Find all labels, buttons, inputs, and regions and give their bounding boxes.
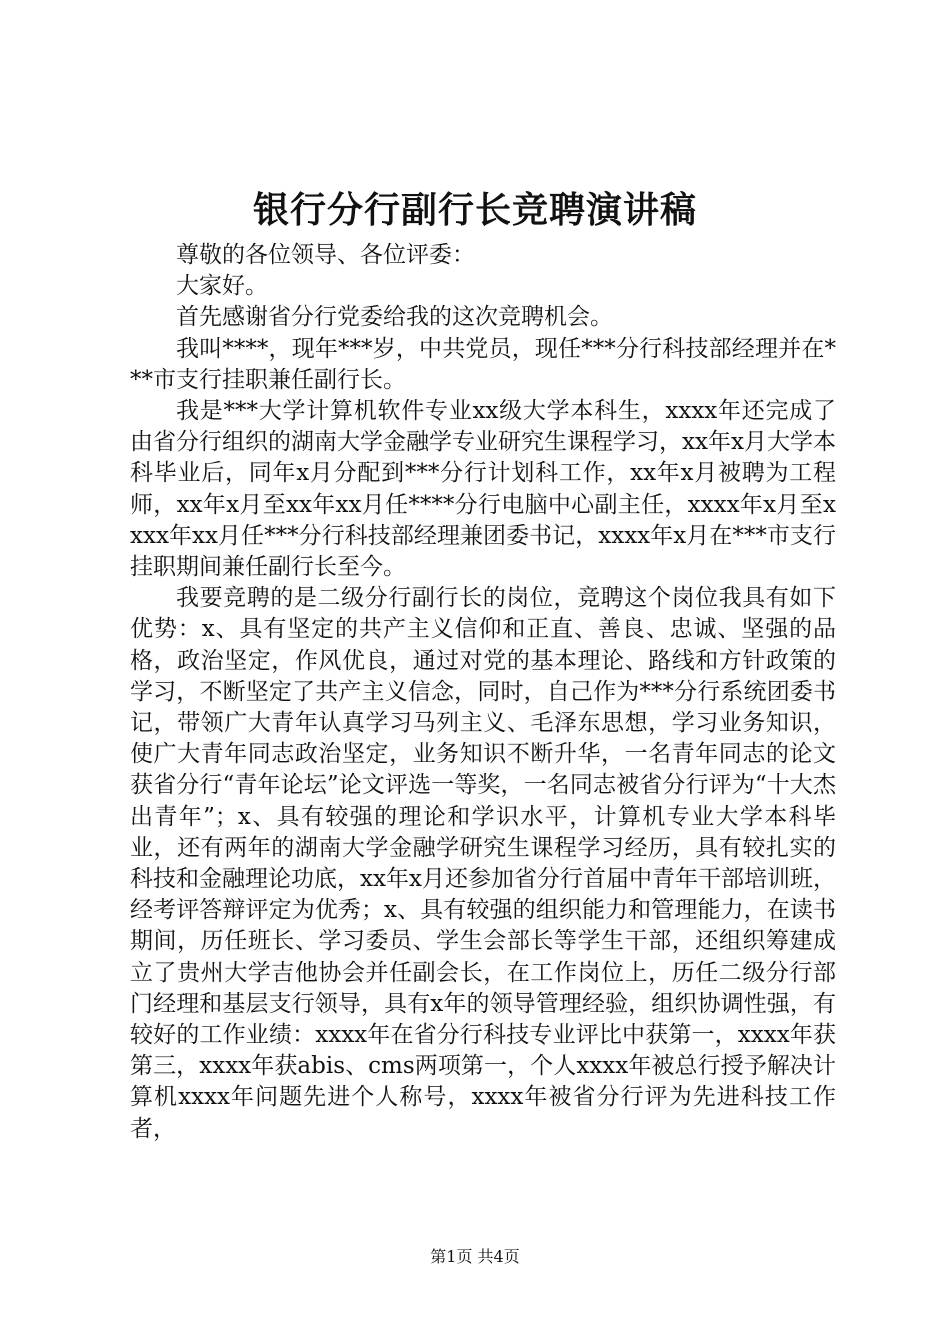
thanks-paragraph: 首先感谢省分行党委给我的这次竞聘机会。	[176, 304, 613, 331]
document-body	[130, 240, 836, 1145]
greeting-paragraph: 大家好。	[176, 273, 268, 300]
introduction-paragraph: 我叫****，现年***岁，中共党员，现任***分行科技部经理并在***市支行挂职兼任副行长。	[130, 335, 836, 393]
background-paragraph: 我是***大学计算机软件专业xx级大学本科生，xxxx年还完成了由省分行组织的湖南大学金融学专业研究生课程学习，xx年x月大学本科毕业后，同年x月分配到***分行计划科工作，xx年x月被聘为工程师，xx年x月至xx年xx月任****分行电脑中心副主任，xxxx年x月至xxxx年xx月任***分行科技部经理兼团委书记，xxxx年x月在***市支行挂职期间兼任副行长至今。	[130, 398, 836, 581]
page-footer: 第1页 共4页	[430, 1247, 520, 1266]
advantages-paragraph: 我要竞聘的是二级分行副行长的岗位，竞聘这个岗位我具有如下优势：x、具有坚定的共产主义信仰和正直、善良、忠诚、坚强的品格，政治坚定，作风优良，通过对党的基本理论、路线和方针政策的学习，不断坚定了共产主义信念，同时，自己作为***分行系统团委书记，带领广大青年认真学习马列主义、毛泽东思想，学习业务知识，使广大青年同志政治坚定，业务知识不断升华，一名青年同志的论文获省分行“青年论坛”论文评选一等奖，一名同志被省分行评为“十大杰出青年”；x、具有较强的理论和学识水平，计算机专业大学本科毕业，还有两年的湖南大学金融学研究生课程学习经历，具有较扎实的科技和金融理论功底，xx年x月还参加省分行首届中青年干部培训班，经考评答辩评定为优秀；x、具有较强的组织能力和管理能力，在读书期间，历任班长、学习委员、学生会部长等学生干部，还组织筹建成立了贵州大学吉他协会并任副会长，在工作岗位上，历任二级分行部门经理和基层支行领导，具有x年的领导管理经验，组织协调性强，有较好的工作业绩：xxxx年在省分行科技专业评比中获第一，xxxx年获第三，xxxx年获abis、cms两项第一，个人xxxx年被总行授予解决计算机xxxx年问题先进个人称号，xxxx年被省分行评为先进科技工作者，	[130, 585, 836, 1142]
salutation-paragraph: 尊敬的各位领导、各位评委：	[176, 242, 475, 268]
document-title: 银行分行副行长竞聘演讲稿	[252, 189, 697, 231]
